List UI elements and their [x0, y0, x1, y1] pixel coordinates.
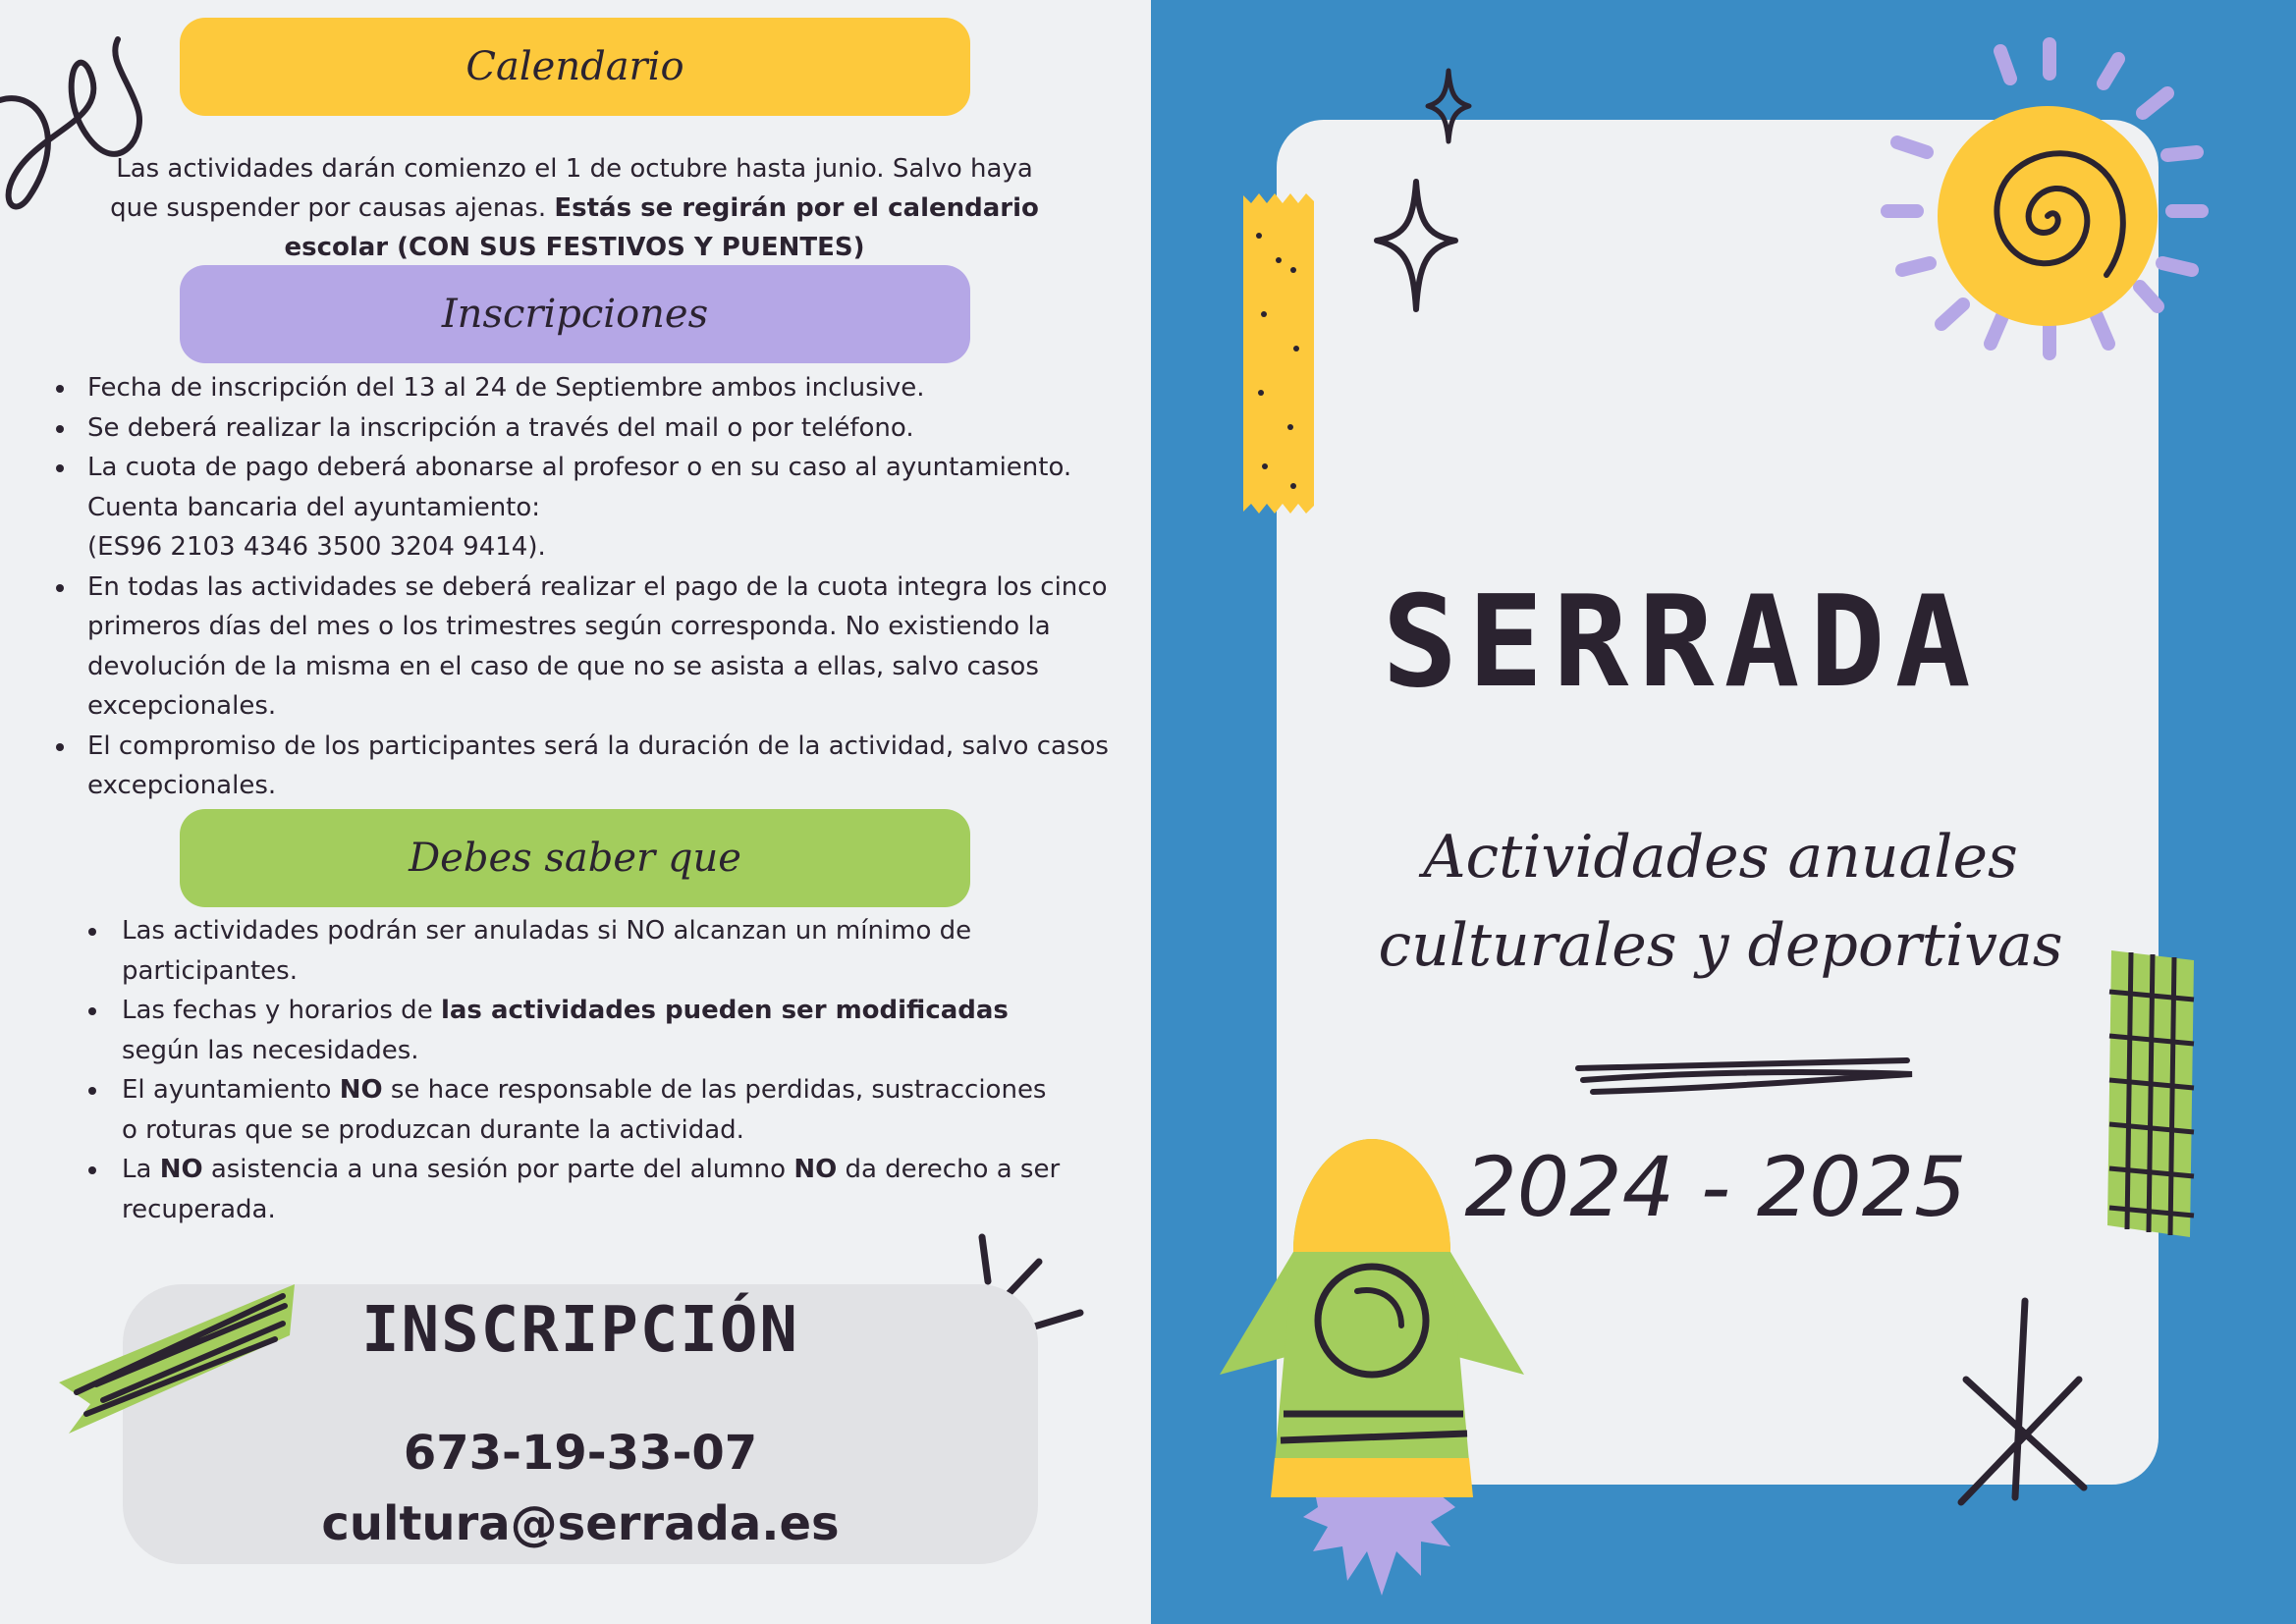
list-item: Se deberá realizar la inscripción a través del mail o por teléfono.	[54, 408, 1134, 449]
inscripciones-list	[54, 368, 1134, 806]
subtitle-line-2: culturales y deportivas	[1378, 911, 2063, 980]
email-address[interactable]: cultura@serrada.es	[321, 1496, 840, 1551]
sparkle-large-icon	[1372, 177, 1460, 314]
green-grid-tape-icon	[2104, 943, 2202, 1247]
cuota-text: La cuota de pago deberá abonarse al profesor o en su caso al ayuntamiento. Cuenta bancaria del ayuntamiento:	[87, 453, 1072, 522]
text-fragment: Las fechas y horarios de	[122, 996, 441, 1025]
right-panel	[1151, 0, 2296, 1624]
text-fragment-bold: las actividades pueden ser modificadas	[440, 996, 1009, 1025]
underline-scribble-icon	[1573, 1051, 1917, 1100]
list-item: El compromiso de los participantes será la duración de la actividad, salvo casos excepcionales.	[54, 727, 1134, 806]
calendario-text-regular: Las actividades darán comienzo el 1 de octubre hasta junio. Salvo haya que suspender por causas ajenas.	[110, 154, 1033, 223]
list-item	[86, 1070, 1068, 1150]
rocket-icon	[1210, 1134, 1534, 1605]
calendario-heading: Calendario	[180, 18, 970, 116]
text-fragment: se hace responsable de las perdidas, sustracciones o roturas que se produzcan durante la actividad.	[122, 1075, 1047, 1145]
inscripcion-title: INSCRIPCIÓN	[361, 1294, 799, 1367]
text-fragment-bold: NO	[159, 1155, 203, 1184]
yellow-tape-icon	[1239, 191, 1318, 515]
list-item	[54, 448, 1134, 568]
phone-number[interactable]: 673-19-33-07	[403, 1426, 758, 1481]
list-item	[86, 1150, 1068, 1229]
calendario-text	[108, 149, 1041, 267]
cover-years: 2024 - 2025	[1464, 1139, 1967, 1235]
debes-saber-heading: Debes saber que	[180, 809, 970, 907]
list-item: En todas las actividades se deberá realizar el pago de la cuota integra los cinco primeros días del mes o los trimestres según corresponda. No existiendo la devolución de la misma en el caso de que no se asista a ellas, salvo casos excepcionales.	[54, 568, 1134, 727]
bank-account: (ES96 2103 4346 3500 3204 9414).	[87, 532, 546, 562]
subtitle-line-1: Actividades anuales	[1423, 823, 2018, 892]
sun-icon	[1873, 29, 2207, 383]
text-fragment: según las necesidades.	[122, 1035, 419, 1065]
text-fragment: La	[122, 1155, 160, 1184]
text-fragment: El ayuntamiento	[122, 1075, 340, 1105]
asterisk-doodle-icon	[1956, 1291, 2296, 1502]
list-item: Fecha de inscripción del 13 al 24 de Septiembre ambos inclusive.	[54, 368, 1134, 408]
list-item: Las actividades podrán ser anuladas si NO alcanzan un mínimo de participantes.	[86, 911, 1068, 991]
inscripciones-heading: Inscripciones	[180, 265, 970, 363]
text-fragment: da derecho a ser recuperada.	[122, 1155, 1061, 1224]
sparkle-small-icon	[1424, 67, 1473, 145]
text-fragment-bold: NO	[793, 1155, 838, 1184]
calendario-text-bold: Estás se regirán por el calendario escolar (CON SUS FESTIVOS Y PUENTES)	[284, 193, 1039, 262]
cover-title: SERRADA	[1382, 569, 1981, 716]
cover-subtitle	[1308, 813, 2133, 990]
text-fragment: asistencia a una sesión por parte del alumno	[202, 1155, 794, 1184]
list-item	[86, 991, 1068, 1070]
text-fragment-bold: NO	[339, 1075, 383, 1105]
debes-saber-list	[86, 911, 1068, 1229]
